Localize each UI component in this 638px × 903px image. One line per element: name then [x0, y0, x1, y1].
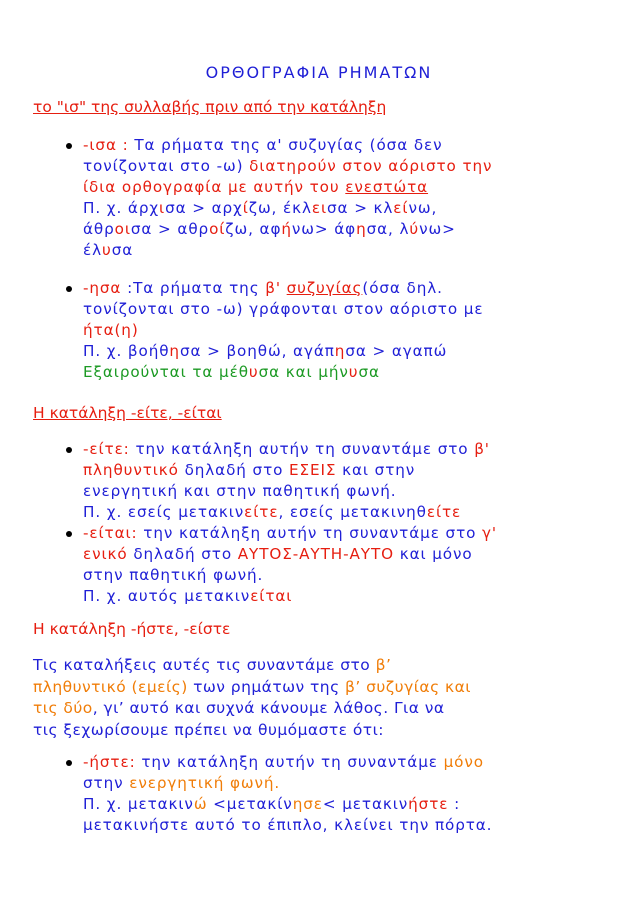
example-line: Π. χ. εσείς μετακινείτε, εσείς μετακινηθείτε — [83, 503, 462, 521]
list-item-isa-eta — [0, 278, 593, 383]
example-line: Π. χ. αυτός μετακινείται — [83, 587, 293, 605]
rule-text: Τα ρήματα της α' συζυγίας (όσα δεν — [134, 136, 443, 154]
rule-label-eitai: -είται: — [83, 524, 144, 542]
list-item-eite — [0, 439, 593, 523]
bullet-icon — [66, 531, 72, 537]
rule-label-isa-eta: -ησα — [83, 279, 128, 297]
rule-text: (όσα δηλ. — [362, 279, 443, 297]
rule-text: την κατάληξη αυτήν τη συναντάμε — [141, 753, 444, 771]
rule-text-highlight: β' — [474, 440, 490, 458]
rule-text: και μόνο — [393, 545, 473, 563]
example-line: έλυσα — [83, 241, 134, 259]
section-heading-eite-eitai: Η κατάληξη -είτε, -είται — [33, 404, 222, 422]
para-text-highlight: β’ — [375, 656, 392, 674]
para-text: των ρημάτων της — [193, 677, 346, 696]
rule-text-highlight: πληθυντικό — [83, 461, 185, 479]
rule-text-highlight: μόνο — [443, 753, 484, 771]
rule-label-eite: -είτε: — [83, 440, 136, 458]
rule-text-highlight: ήτα(η) — [83, 321, 139, 339]
list-item-isa — [0, 135, 593, 261]
section2-list — [0, 439, 593, 607]
rule-text-highlight: διατηρούν στον αόριστο την — [249, 157, 493, 175]
rule-text-highlight: ενεργητική φωνή. — [129, 774, 281, 792]
section-heading-iste-eiste: Η κατάληξη -ήστε, -είστε — [33, 620, 231, 638]
rule-text-highlight: ΑΥΤΟΣ-ΑΥΤΗ-ΑΥΤΟ — [237, 545, 394, 563]
para-text: Τις καταλήξεις αυτές τις συναντάμε στο — [33, 656, 376, 674]
para-text: τις ξεχωρίσουμε πρέπει να θυμόμαστε ότι: — [33, 720, 384, 739]
rule-text: στην — [83, 774, 130, 792]
para-text-highlight: πληθυντικό (εμείς) — [33, 677, 194, 696]
rule-text: ενεργητική και στην παθητική φωνή. — [83, 482, 397, 500]
rule-text-highlight: ίδια ορθογραφία με αυτήν του — [83, 178, 346, 196]
page-title: ΟΡΘΟΓΡΑΦΙΑ ΡΗΜΑΤΩΝ — [205, 63, 433, 82]
list-item-eitai — [0, 523, 593, 607]
section-heading-is-syllable: το "ισ" της συλλαβής πριν από την κατάληξη — [33, 98, 387, 116]
rule-text-highlight: γ' — [482, 524, 497, 542]
list-item-iste — [0, 752, 593, 836]
rule-text: και στην — [336, 461, 416, 479]
section3-list — [0, 752, 593, 836]
example-line: Π. χ. άρχισα > αρχίζω, έκλεισα > κλείνω, — [83, 199, 438, 217]
rule-text: δηλαδή στο — [184, 461, 290, 479]
bullet-icon — [66, 760, 72, 766]
bullet-icon — [66, 143, 72, 149]
bullet-icon — [66, 447, 72, 453]
section3-paragraph — [33, 655, 618, 741]
rule-text-highlight: ΕΣΕΙΣ — [289, 461, 337, 479]
para-text-highlight: τις δύο — [33, 699, 93, 717]
example-line: άθροισα > αθροίζω, αφήνω> άφησα, λύνω> — [83, 220, 456, 238]
example-line: Π. χ. μετακινώ <μετακίνησε< μετακινήστε : — [83, 795, 461, 813]
rule-text-highlight: β' — [265, 279, 287, 297]
exception-line: Εξαιρούνται τα μέθυσα και μήνυσα — [83, 363, 380, 381]
rule-label-iste: -ήστε: — [83, 753, 142, 771]
rule-label-isa: -ισα : — [83, 136, 135, 154]
enestota-link: ενεστώτα — [345, 178, 429, 196]
rule-text: τονίζονται στο -ω) — [83, 157, 250, 175]
example-line: μετακινήστε αυτό το έπιπλο, κλείνει την πόρτα. — [83, 816, 493, 834]
example-line: Π. χ. βοήθησα > βοηθώ, αγάπησα > αγαπώ — [83, 342, 448, 360]
rule-text: δηλαδή στο — [133, 545, 238, 563]
para-text: , γι’ αυτό και συχνά κάνουμε λάθος. Για να — [92, 699, 445, 717]
syzygia-link: συζυγίας — [286, 279, 363, 297]
bullet-icon — [66, 286, 72, 292]
rule-text: την κατάληξη αυτήν τη συναντάμε στο — [143, 524, 483, 542]
rule-text: την κατάληξη αυτήν τη συναντάμε στο — [135, 440, 475, 458]
rule-text: στην παθητική φωνή. — [83, 566, 264, 584]
rule-text-highlight: ενικό — [83, 545, 134, 563]
para-text-highlight: β’ συζυγίας και — [345, 677, 471, 696]
rule-text: τονίζονται στο -ω) γράφονται στον αόριστο με — [83, 300, 484, 318]
rule-text: :Τα ρήματα της — [127, 279, 266, 297]
section1-list — [0, 135, 593, 383]
